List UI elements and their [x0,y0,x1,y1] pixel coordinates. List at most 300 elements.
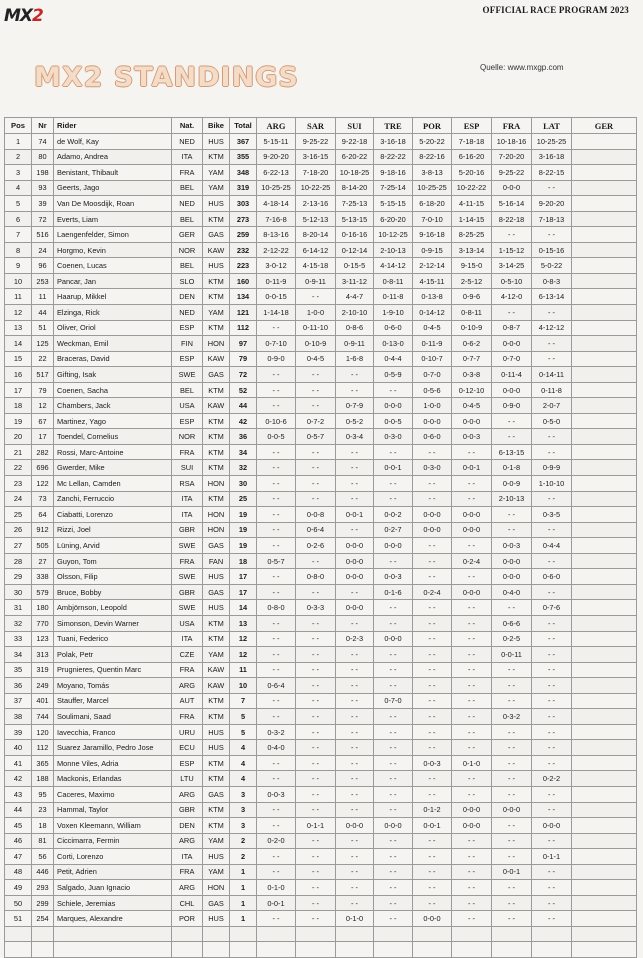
cell-ger [572,305,637,321]
cell-por: - - [413,647,452,663]
cell-pos: 3 [5,165,32,181]
cell-nr: 198 [32,165,54,181]
cell-nat: NOR [172,429,203,445]
cell-sar: 4-15-18 [296,258,336,274]
table-row [5,149,637,165]
cell-tre: - - [374,600,413,616]
cell-sar: - - [296,678,336,694]
cell-bike: KTM [203,818,230,834]
cell-arg: - - [257,662,296,678]
cell-esp: - - [452,833,492,849]
cell-pos: 33 [5,631,32,647]
cell-nr: 80 [32,149,54,165]
cell-esp: 1-14-15 [452,211,492,227]
cell-sui: 0-8-6 [336,320,374,336]
cell-fra: - - [492,833,532,849]
cell-arg: 4-18-14 [257,196,296,212]
cell-arg: - - [257,818,296,834]
cell-lat: - - [532,895,572,911]
cell-nat: FIN [172,336,203,352]
cell-nr: 27 [32,553,54,569]
table-row [5,771,637,787]
cell-por [413,926,452,942]
cell-tre: 0-0-0 [374,398,413,414]
cell-esp: - - [452,709,492,725]
cell-ger [572,336,637,352]
table-row [5,382,637,398]
cell-pos: 39 [5,724,32,740]
cell-arg: - - [257,398,296,414]
cell-sui: - - [336,444,374,460]
table-row [5,398,637,414]
table-row [5,196,637,212]
col-fra: FRA [492,118,532,134]
cell-pos: 29 [5,569,32,585]
table-row [5,740,637,756]
cell-ger [572,802,637,818]
cell-rider: Chambers, Jack [54,398,172,414]
cell-sui [336,926,374,942]
cell-pos: 2 [5,149,32,165]
cell-ger [572,522,637,538]
cell-rider: Petit, Adrien [54,864,172,880]
cell-esp: 0-8-11 [452,305,492,321]
cell-lat: - - [532,678,572,694]
cell-total: 4 [230,755,257,771]
cell-esp: - - [452,693,492,709]
cell-rider: Horgmo, Kevin [54,242,172,258]
cell-por: 0-2-4 [413,584,452,600]
cell-pos: 17 [5,382,32,398]
cell-nr: 44 [32,305,54,321]
cell-por: 0-13-8 [413,289,452,305]
cell-por: - - [413,615,452,631]
cell-bike: YAM [203,864,230,880]
cell-nat: GBR [172,584,203,600]
cell-por: 0-3-0 [413,460,452,476]
cell-arg: 0-5-7 [257,553,296,569]
cell-nr: 125 [32,336,54,352]
cell-bike: HUS [203,569,230,585]
cell-sar: 0-4-5 [296,351,336,367]
cell-total: 7 [230,693,257,709]
cell-arg: 0-4-0 [257,740,296,756]
cell-nr: 338 [32,569,54,585]
cell-pos: 31 [5,600,32,616]
cell-arg: 0-1-0 [257,880,296,896]
cell-sar: - - [296,693,336,709]
cell-sar: - - [296,849,336,865]
cell-nr: 517 [32,367,54,383]
cell-tre: 6-20-20 [374,211,413,227]
cell-sui: - - [336,584,374,600]
cell-nr: 18 [32,818,54,834]
cell-rider: Salgado, Juan Ignacio [54,880,172,896]
cell-total: 3 [230,802,257,818]
cell-total: 134 [230,289,257,305]
cell-fra: 5-16-14 [492,196,532,212]
cell-tre: 0-0-2 [374,507,413,523]
cell-sui: - - [336,662,374,678]
cell-por: 0-0-0 [413,507,452,523]
cell-bike: KTM [203,289,230,305]
cell-tre: 0-0-5 [374,413,413,429]
cell-arg: 0-11-9 [257,273,296,289]
cell-bike: HUS [203,258,230,274]
cell-pos: 11 [5,289,32,305]
cell-fra: 2-10-13 [492,491,532,507]
cell-arg [257,926,296,942]
cell-arg: 1-14-18 [257,305,296,321]
cell-lat: 7-18-13 [532,211,572,227]
cell-total: 79 [230,351,257,367]
cell-total: 3 [230,786,257,802]
cell-sar: 2-13-16 [296,196,336,212]
cell-arg: 0-10-6 [257,413,296,429]
table-row [5,367,637,383]
cell-tre: - - [374,740,413,756]
cell-pos: 18 [5,398,32,414]
cell-fra: - - [492,786,532,802]
cell-ger [572,709,637,725]
cell-pos: 19 [5,413,32,429]
cell-esp: 0-7-7 [452,351,492,367]
cell-sar: - - [296,476,336,492]
cell-fra: 0-1-8 [492,460,532,476]
cell-por: 0-10-7 [413,351,452,367]
cell-sui: 0-5-2 [336,413,374,429]
col-rider: Rider [54,118,172,134]
cell-nr: 313 [32,647,54,663]
cell-tre: 1-9-10 [374,305,413,321]
table-row [5,662,637,678]
cell-ger [572,398,637,414]
cell-bike: KTM [203,320,230,336]
cell-nr: 79 [32,382,54,398]
cell-lat: 3-16-18 [532,149,572,165]
cell-nat: CHL [172,895,203,911]
cell-total: 355 [230,149,257,165]
cell-esp: - - [452,786,492,802]
col-ger: GER [572,118,637,134]
cell-por: - - [413,693,452,709]
cell-fra: 0-2-5 [492,631,532,647]
cell-esp: - - [452,600,492,616]
cell-total: 30 [230,476,257,492]
cell-ger [572,413,637,429]
cell-por: - - [413,895,452,911]
cell-esp: - - [452,678,492,694]
cell-nat: ARG [172,678,203,694]
cell-ger [572,569,637,585]
cell-por: - - [413,709,452,725]
cell-total: 2 [230,833,257,849]
cell-sar: - - [296,382,336,398]
cell-por: 0-0-0 [413,413,452,429]
cell-nr: 123 [32,631,54,647]
cell-esp: 8-25-25 [452,227,492,243]
table-row [5,615,637,631]
cell-arg: 5-15-11 [257,134,296,150]
cell-pos: 35 [5,662,32,678]
cell-rider [54,926,172,942]
program-header: OFFICIAL RACE PROGRAM 2023 [482,5,629,15]
cell-fra: 4-12-0 [492,289,532,305]
table-row [5,180,637,196]
cell-arg: - - [257,647,296,663]
cell-lat: 0-9-9 [532,460,572,476]
cell-pos: 42 [5,771,32,787]
cell-por: 0-0-3 [413,755,452,771]
table-row [5,600,637,616]
cell-tre: 0-11-8 [374,289,413,305]
cell-ger [572,196,637,212]
cell-bike: HON [203,522,230,538]
cell-nr: 67 [32,413,54,429]
cell-esp: 0-0-0 [452,507,492,523]
cell-sar: - - [296,755,336,771]
cell-tre: - - [374,553,413,569]
cell-nat: NED [172,134,203,150]
cell-tre: - - [374,880,413,896]
cell-fra: - - [492,678,532,694]
col-arg: ARG [257,118,296,134]
cell-tre: - - [374,678,413,694]
cell-rider [54,942,172,958]
cell-tre: 0-1-6 [374,584,413,600]
cell-pos: 40 [5,740,32,756]
col-pos: Pos [5,118,32,134]
cell-nr: 401 [32,693,54,709]
cell-por: - - [413,771,452,787]
cell-fra: - - [492,818,532,834]
cell-total: 259 [230,227,257,243]
cell-rider: Polak, Petr [54,647,172,663]
cell-nat: GBR [172,802,203,818]
cell-fra: 1-15-12 [492,242,532,258]
cell-esp: 0-1-0 [452,755,492,771]
cell-nat: FRA [172,864,203,880]
cell-fra: - - [492,849,532,865]
col-esp: ESP [452,118,492,134]
cell-total: 18 [230,553,257,569]
cell-fra: 8-22-18 [492,211,532,227]
cell-esp: - - [452,647,492,663]
cell-sar: 10-22-25 [296,180,336,196]
cell-sar: - - [296,615,336,631]
cell-ger [572,211,637,227]
cell-nat: FRA [172,444,203,460]
cell-total: 348 [230,165,257,181]
cell-esp [452,926,492,942]
cell-nat: ARG [172,786,203,802]
cell-pos: 25 [5,507,32,523]
cell-fra: 0-0-0 [492,553,532,569]
cell-rider: Gwerder, Mike [54,460,172,476]
cell-bike: HUS [203,740,230,756]
cell-fra: 0-0-0 [492,180,532,196]
cell-fra: 0-0-9 [492,476,532,492]
cell-lat: - - [532,631,572,647]
cell-ger [572,926,637,942]
cell-fra: 0-5-10 [492,273,532,289]
cell-lat: 9-20-20 [532,196,572,212]
cell-sar: 0-3-3 [296,600,336,616]
table-row [5,336,637,352]
cell-lat: 0-3-5 [532,507,572,523]
cell-total: 319 [230,180,257,196]
cell-sar: - - [296,289,336,305]
cell-sui: 5-13-15 [336,211,374,227]
cell-nr [32,926,54,942]
cell-esp: 3-13-14 [452,242,492,258]
cell-esp: 5-20-16 [452,165,492,181]
cell-lat: 0-15-16 [532,242,572,258]
cell-fra: 10-18-16 [492,134,532,150]
cell-esp: - - [452,740,492,756]
cell-arg [257,942,296,958]
cell-bike: KTM [203,460,230,476]
cell-sar: 0-2-6 [296,538,336,554]
cell-tre: 0-0-0 [374,818,413,834]
cell-sar: 0-10-9 [296,336,336,352]
cell-nat: ESP [172,320,203,336]
cell-nr: 579 [32,584,54,600]
cell-total: 223 [230,258,257,274]
cell-nr: 72 [32,211,54,227]
cell-por: - - [413,491,452,507]
cell-pos: 47 [5,849,32,865]
cell-esp: 0-0-1 [452,460,492,476]
cell-lat: - - [532,180,572,196]
cell-tre: 0-0-0 [374,538,413,554]
cell-total: 17 [230,569,257,585]
cell-sar: - - [296,444,336,460]
cell-por: 0-0-0 [413,522,452,538]
cell-pos: 37 [5,693,32,709]
cell-nr: 112 [32,740,54,756]
cell-pos: 41 [5,755,32,771]
cell-tre: 3-16-18 [374,134,413,150]
cell-arg: - - [257,460,296,476]
cell-arg: - - [257,709,296,725]
cell-nr: 505 [32,538,54,554]
cell-rider: Tuani, Federico [54,631,172,647]
cell-nr: 446 [32,864,54,880]
cell-sui: - - [336,755,374,771]
col-total: Total [230,118,257,134]
table-row [5,895,637,911]
cell-nr: 253 [32,273,54,289]
cell-fra [492,926,532,942]
cell-lat [532,926,572,942]
cell-nat: FRA [172,709,203,725]
cell-total: 52 [230,382,257,398]
cell-rider: Adamo, Andrea [54,149,172,165]
cell-nr: 249 [32,678,54,694]
cell-ger [572,615,637,631]
cell-lat: - - [532,444,572,460]
cell-arg: - - [257,911,296,927]
cell-ger [572,693,637,709]
cell-tre: - - [374,802,413,818]
cell-pos: 13 [5,320,32,336]
cell-tre: - - [374,755,413,771]
cell-rider: Zanchi, Ferruccio [54,491,172,507]
cell-sui: - - [336,895,374,911]
cell-bike: KTM [203,802,230,818]
cell-nat: USA [172,398,203,414]
cell-total: 44 [230,398,257,414]
cell-por: 5-20-22 [413,134,452,150]
cell-bike: KTM [203,693,230,709]
cell-por: 0-1-2 [413,802,452,818]
cell-sui: 0-12-14 [336,242,374,258]
cell-esp: 2-5-12 [452,273,492,289]
cell-lat: 0-6-0 [532,569,572,585]
cell-sui: - - [336,864,374,880]
cell-sar: - - [296,724,336,740]
cell-fra: 0-0-0 [492,802,532,818]
cell-sui: 0-16-16 [336,227,374,243]
cell-ger [572,180,637,196]
cell-sar: - - [296,553,336,569]
cell-por: 0-5-6 [413,382,452,398]
cell-fra: 0-7-0 [492,351,532,367]
cell-lat [532,942,572,958]
cell-tre: 0-13-0 [374,336,413,352]
cell-nat: BEL [172,258,203,274]
cell-bike: KTM [203,429,230,445]
cell-tre: 0-4-4 [374,351,413,367]
cell-por: - - [413,600,452,616]
cell-total: 1 [230,880,257,896]
col-tre: TRE [374,118,413,134]
cell-rider: Pancar, Jan [54,273,172,289]
cell-pos: 15 [5,351,32,367]
cell-ger [572,444,637,460]
cell-sar: 8-20-14 [296,227,336,243]
cell-fra: 0-0-3 [492,538,532,554]
cell-sar: - - [296,662,336,678]
cell-nr: 96 [32,258,54,274]
cell-tre: 9-18-16 [374,165,413,181]
cell-nr: 696 [32,460,54,476]
cell-tre: - - [374,724,413,740]
table-row [5,320,637,336]
cell-nr: 744 [32,709,54,725]
cell-por: 3-8-13 [413,165,452,181]
cell-lat: 0-4-4 [532,538,572,554]
cell-bike: GAS [203,786,230,802]
cell-bike: HUS [203,600,230,616]
cell-bike: KAW [203,351,230,367]
cell-rider: Gifting, Isak [54,367,172,383]
cell-total: 13 [230,615,257,631]
cell-sar: 6-14-12 [296,242,336,258]
cell-por: 0-0-0 [413,911,452,927]
cell-pos: 28 [5,553,32,569]
cell-rider: Everts, Liam [54,211,172,227]
cell-por: - - [413,849,452,865]
cell-tre: 0-8-11 [374,273,413,289]
cell-arg: - - [257,522,296,538]
cell-rider: Ciccimarra, Fermin [54,833,172,849]
cell-sui: 1-6-8 [336,351,374,367]
cell-rider: Martinez, Yago [54,413,172,429]
cell-pos: 46 [5,833,32,849]
cell-tre: - - [374,382,413,398]
